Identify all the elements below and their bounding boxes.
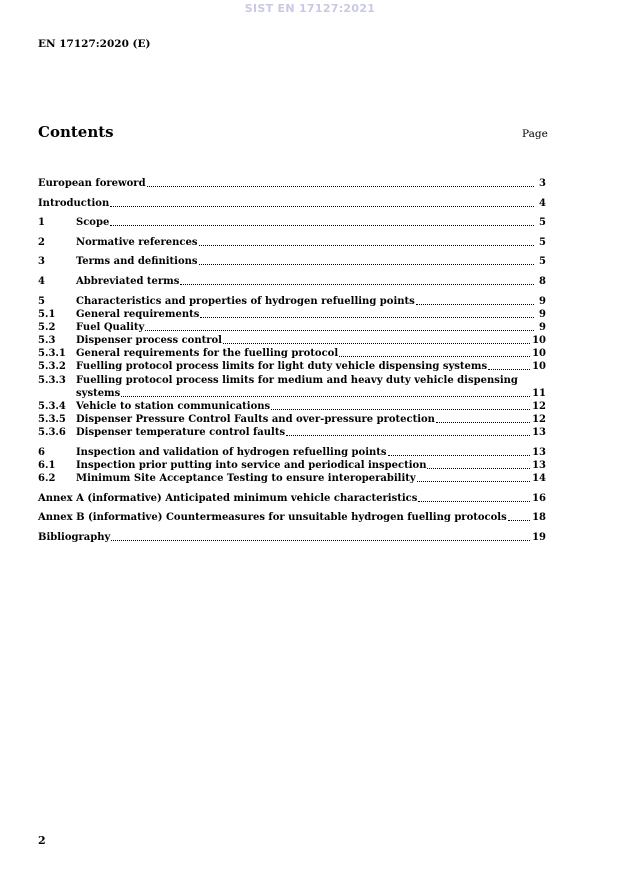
toc-entry[interactable]: [38, 334, 546, 347]
toc-entry[interactable]: [38, 472, 546, 485]
leader-dots: [200, 317, 534, 318]
toc-entry-title: Inspection prior putting into service and periodical inspection: [76, 460, 427, 471]
leader-dots: [110, 225, 534, 226]
leader-dots: [388, 455, 531, 456]
toc-entry-page: 3: [539, 178, 546, 189]
toc-entry-page: 16: [532, 493, 546, 504]
toc-entry-number: 6: [38, 447, 45, 458]
toc-entry-title: Fuelling protocol process limits for light duty vehicle dispensing systems: [76, 361, 488, 372]
toc-entry-page: 13: [532, 447, 546, 458]
toc-entry-number: 6.1: [38, 460, 56, 471]
toc-entry-title: Annex B (informative) Countermeasures for unsuitable hydrogen fuelling protocols: [38, 512, 507, 523]
toc-entry[interactable]: [38, 308, 546, 321]
toc-entry-title: Scope: [76, 217, 110, 228]
toc-entry-title: Bibliography: [38, 532, 111, 543]
toc-entry-page: 10: [532, 348, 546, 359]
toc-entry-title: Introduction: [38, 198, 110, 209]
toc-entry[interactable]: [38, 275, 546, 288]
toc-entry-number: 5.3.4: [38, 401, 66, 412]
leader-dots: [436, 422, 530, 423]
leader-dots: [111, 540, 530, 541]
toc-entry[interactable]: [38, 216, 546, 229]
leader-dots: [488, 369, 530, 370]
toc-entry-title: General requirements: [76, 309, 200, 320]
contents-title: Contents: [38, 123, 114, 141]
toc-entry-number: 6.2: [38, 473, 56, 484]
toc-entry-continuation[interactable]: [38, 387, 546, 400]
toc-entry-page: 8: [539, 276, 546, 287]
toc-entry-number: 5.3.3: [38, 375, 66, 386]
toc-entry-page: 5: [539, 237, 546, 248]
toc-entry-page: 12: [532, 401, 546, 412]
leader-dots: [110, 206, 534, 207]
toc-entry-title: Inspection and validation of hydrogen refuelling points: [76, 447, 387, 458]
page-number: 2: [38, 834, 46, 847]
toc-entry-title: European foreword: [38, 178, 146, 189]
leader-dots: [418, 501, 530, 502]
toc-entry-page: 12: [532, 414, 546, 425]
leader-dots: [223, 343, 530, 344]
toc-entry-title: Vehicle to station communications: [76, 401, 271, 412]
toc-entry-page: 5: [539, 217, 546, 228]
leader-dots: [417, 481, 530, 482]
toc-entry-title: Fuel Quality: [76, 322, 145, 333]
toc-entry-page: 5: [539, 256, 546, 267]
toc-entry[interactable]: [38, 511, 546, 524]
toc-entry-title: Terms and definitions: [76, 256, 198, 267]
leader-dots: [508, 520, 530, 521]
leader-dots: [271, 409, 530, 410]
toc-entry[interactable]: [38, 177, 546, 190]
toc-entry-number: 3: [38, 256, 45, 267]
leader-dots: [121, 396, 530, 397]
toc-entry-title: Dispenser process control: [76, 335, 222, 346]
toc-entry[interactable]: [38, 197, 546, 210]
toc-entry-title: Annex A (informative) Anticipated minimum vehicle characteristics: [38, 493, 418, 504]
toc-entry[interactable]: [38, 492, 546, 505]
toc-entry[interactable]: [38, 255, 546, 268]
leader-dots: [180, 284, 534, 285]
toc-entry[interactable]: [38, 459, 546, 472]
document-id: EN 17127:2020 (E): [38, 38, 151, 50]
toc-entry-number: 5: [38, 296, 45, 307]
toc-entry-title: Dispenser Pressure Control Faults and over-pressure protection: [76, 414, 435, 425]
toc-entry[interactable]: [38, 347, 546, 360]
toc-entry-number: 5.2: [38, 322, 56, 333]
leader-dots: [416, 304, 534, 305]
page-column-label: Page: [522, 128, 548, 140]
leader-dots: [147, 186, 534, 187]
toc-entry-page: 11: [532, 388, 546, 399]
toc-entry-number: 4: [38, 276, 45, 287]
toc-entry[interactable]: [38, 295, 546, 308]
toc-entry-number: 5.3.2: [38, 361, 66, 372]
toc-entry[interactable]: [38, 413, 546, 426]
leader-dots: [339, 356, 530, 357]
toc-entry-number: 5.3.5: [38, 414, 66, 425]
toc-entry-number: 5.3.1: [38, 348, 66, 359]
toc-entry-page: 9: [539, 296, 546, 307]
toc-entry-title: Abbreviated terms: [76, 276, 180, 287]
leader-dots: [286, 435, 530, 436]
toc-entry-page: 18: [532, 512, 546, 523]
toc-entry[interactable]: [38, 236, 546, 249]
toc-entry[interactable]: [38, 360, 546, 373]
leader-dots: [199, 264, 534, 265]
toc-entry-page: 10: [532, 361, 546, 372]
toc-entry[interactable]: [38, 531, 546, 544]
toc-entry-page: 19: [532, 532, 546, 543]
toc-entry-page: 13: [532, 460, 546, 471]
leader-dots: [199, 245, 535, 246]
toc-entry-title: Minimum Site Acceptance Testing to ensure interoperability: [76, 473, 416, 484]
toc-entry-number: 1: [38, 217, 45, 228]
toc-entry-page: 14: [532, 473, 546, 484]
watermark: SIST EN 17127:2021: [244, 2, 376, 15]
toc-entry-page: 10: [532, 335, 546, 346]
toc-entry-title: General requirements for the fuelling protocol: [76, 348, 339, 359]
toc-entry-page: 13: [532, 427, 546, 438]
toc-entry[interactable]: [38, 321, 546, 334]
toc-entry-number: 5.1: [38, 309, 56, 320]
toc-entry-page: 4: [539, 198, 546, 209]
toc-entry-number: 5.3.6: [38, 427, 66, 438]
leader-dots: [427, 468, 530, 469]
toc-entry[interactable]: [38, 426, 546, 439]
toc-entry-page: 9: [539, 322, 546, 333]
toc-entry[interactable]: [38, 374, 546, 387]
toc-entry-title-continuation: systems: [76, 388, 121, 399]
toc-entry[interactable]: [38, 400, 546, 413]
toc-entry-number: 2: [38, 237, 45, 248]
toc-entry-title: Fuelling protocol process limits for medium and heavy duty vehicle dispensing: [76, 375, 518, 386]
leader-dots: [145, 330, 534, 331]
toc-entry[interactable]: [38, 446, 546, 459]
toc-entry-page: 9: [539, 309, 546, 320]
toc-entry-title: Dispenser temperature control faults: [76, 427, 286, 438]
toc-entry-title: Normative references: [76, 237, 198, 248]
toc-entry-title: Characteristics and properties of hydrogen refuelling points: [76, 296, 415, 307]
toc-entry-number: 5.3: [38, 335, 56, 346]
